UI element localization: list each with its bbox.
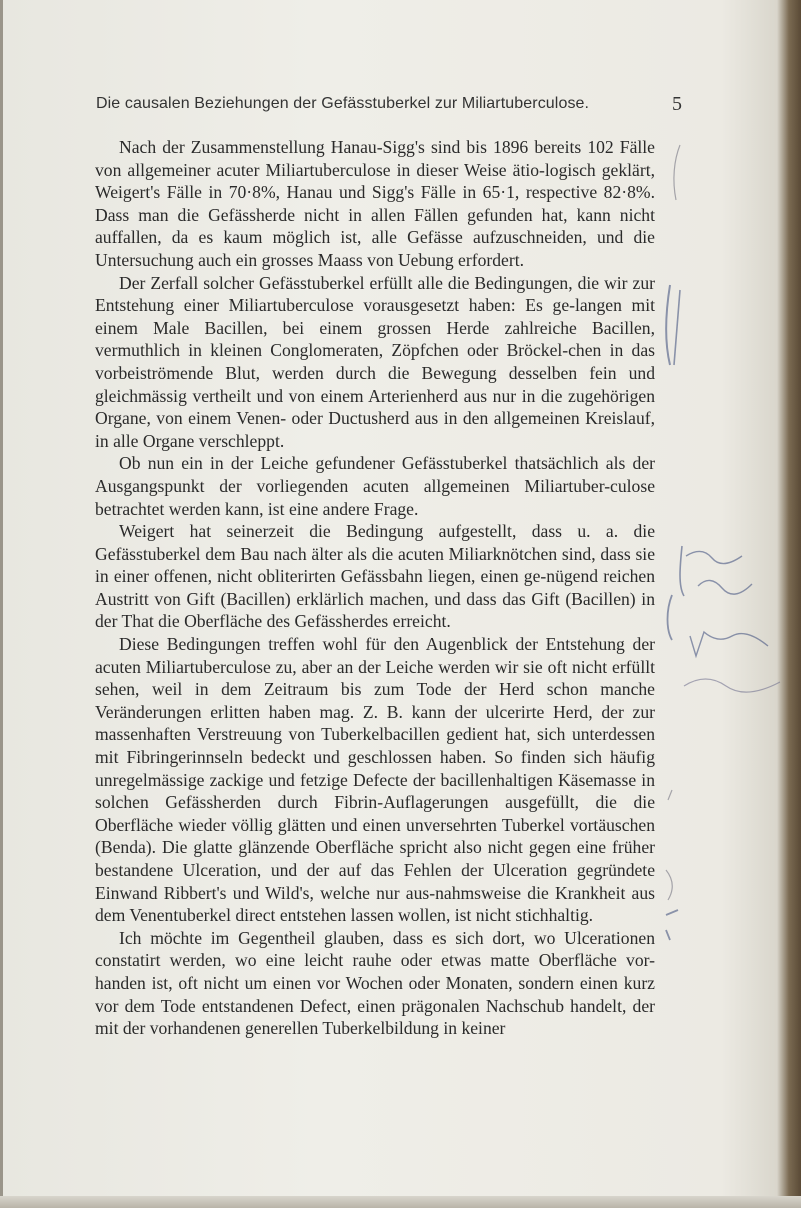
paragraph-5: Diese Bedingungen treffen wohl für den Augenblick der Entstehung der acuten Miliartuberculose zu, aber an der Leiche werden wir sie oft nicht erfüllt sehen, weil in dem Zeitraum bis zum Tode der Herd schon manche Veränderungen erlitten haben mag. Z. B. kann der ulcerirte Herd, der zur massenhaften Verstreuung von Tuberkelbacillen gedient hat, sich unterdessen mit Fibringerinnseln bedeckt und geschlossen haben. So finden sich häufig unregelmässige zackige und fetzige Defecte der bacillenhaltigen Käsemasse in solchen Gefässherden durch Fibrin-Auflagerungen ausgefüllt, die die Oberfläche wieder völlig glätten und einen unversehrten Tuberkel vortäuschen (Benda). Die glatte glänzende Oberfläche spricht also nicht gegen eine früher bestandene Ulceration, und der auf das Fehlen der Ulceration gegründete Einwand Ribbert's und Wild's, welche nur aus-nahmsweise die Krankheit aus dem Venentuberkel direct entstehen lassen wollen, ist nicht stichhaltig. (95, 634, 655, 926)
paragraph-3: Ob nun ein in der Leiche gefundener Gefässtuberkel thatsächlich als der Ausgangspunkt der vorliegenden acuten allgemeinen Miliartuber-culose betrachtet werden kann, ist eine andere Frage. (95, 453, 655, 519)
running-title: Die causalen Beziehungen der Gefässtuberkel zur Miliartuberculose. (96, 95, 590, 112)
page-number: 5 (672, 93, 682, 115)
page-left-edge (0, 0, 3, 1208)
body-text (95, 136, 655, 1040)
paragraph-1: Nach der Zusammenstellung Hanau-Sigg's sind bis 1896 bereits 102 Fälle von allgemeiner acuter Miliartuberculose in dieser Weise ätio-logisch geklärt, Weigert's Fälle in 70·8%, Hanau und Sigg's Fälle in 65·1, respective 82·8%. Dass man die Gefässherde nicht in allen Fällen gefunden hat, kann nicht auffallen, da es kaum möglich ist, alle Gefässe aufzuschneiden, und die Untersuchung auch ein grosses Maass von Uebung erfordert. (95, 137, 655, 270)
margin-handwriting (672, 536, 792, 736)
page-bottom-edge (0, 1196, 801, 1208)
paragraph-4: Weigert hat seinerzeit die Bedingung aufgestellt, dass u. a. die Gefässtuberkel dem Bau nach älter als die acuten Miliarknötchen sind, dass sie in einer offenen, nicht obliterirten Gefässbahn liegen, einen ge-nügend reichen Austritt von Gift (Bacillen) erklärlich machen, und dass das Gift (Bacillen) in der That die Oberfläche des Gefässherdes erreicht. (95, 521, 655, 632)
paragraph-6: Ich möchte im Gegentheil glauben, dass es sich dort, wo Ulcerationen constatirt werden, wo eine leicht rauhe oder etwas matte Oberfläche vor-handen ist, oft nicht um einen vor Wochen oder Monaten, sondern einen kurz vor dem Tode entstandenen Defect, einen prägonalen Nachschub handelt, der mit der vorhandenen generellen Tuberkelbildung in keiner (95, 927, 655, 1039)
paragraph-2: Der Zerfall solcher Gefässtuberkel erfüllt alle die Bedingungen, die wir zur Entstehung einer Miliartuberculose vorausgesetzt haben: Es ge-langen mit einem Male Bacillen, bei einem grossen Herde zahlreiche Bacillen, vermuthlich in kleinen Conglomeraten, Zöpfchen oder Bröckel-chen in das vorbeiströmende Blut, werden durch die Bewegung desselben fein und gleichmässig vertheilt und von einem Arterienherd aus nur in die zugehörigen Organe, von einem Venen- oder Ductusherd aus in den allgemeinen Kreislauf, in alle Organe verschleppt. (95, 272, 655, 451)
